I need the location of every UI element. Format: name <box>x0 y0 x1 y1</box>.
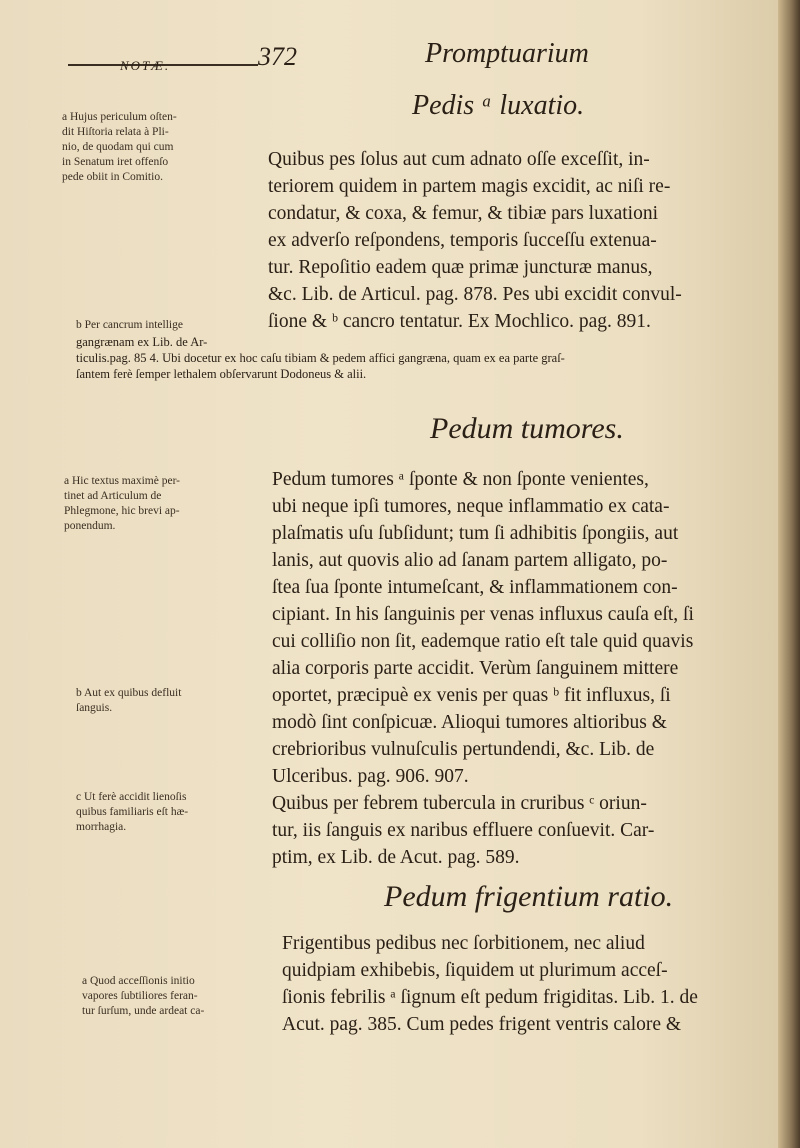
note-line: dit Hiſtoria relata à Pli- <box>62 126 169 138</box>
body-line: Quibus pes ſolus aut cum adnato oſſe exceſſit, in- <box>268 149 650 170</box>
note-line: ponendum. <box>64 520 116 532</box>
note-pedis-b-lead: b Per cancrum intellige <box>76 319 183 331</box>
body-line: quidpiam exhibebis, ſiquidem ut plurimum acceſ- <box>282 960 668 981</box>
body-line: ptim, ex Lib. de Acut. pag. 589. <box>272 847 520 868</box>
body-line: alia corporis parte accidit. Verùm ſanguinem mittere <box>272 658 679 679</box>
note-line: ſanguis. <box>76 702 113 714</box>
running-title: Promptuarium <box>425 38 589 69</box>
body-line: ex adverſo reſpondens, temporis ſucceſſu extenua- <box>268 230 657 251</box>
note-line: pede obiit in Comitio. <box>62 171 163 183</box>
note-line: tur ſurſum, unde ardeat ca- <box>82 1005 205 1017</box>
page-header <box>60 40 780 80</box>
body-line: cui colliſio non ſit, eademque ratio eſt tale quid quavis <box>272 631 694 652</box>
note-frigentium-a <box>82 974 282 1019</box>
page-gutter-shadow <box>778 0 800 1148</box>
body-line: Acut. pag. 385. Cum pedes frigent ventris calore & <box>282 1014 682 1035</box>
body-frigentium <box>282 930 776 1038</box>
body-line: crebrioribus vulnuſculis pertundendi, &c. Lib. de <box>272 739 655 760</box>
note-line: ticulis.pag. 85 4. Ubi docetur ex hoc caſu tibiam & pedem affici gangræna, quam ex ea parte graſ- <box>76 351 565 365</box>
page-number: 372 <box>258 42 297 71</box>
note-line: b Aut ex quibus defluit <box>76 687 182 699</box>
note-tumores-a <box>64 474 274 534</box>
body-line: tur. Repoſitio eadem quæ primæ juncturæ manus, <box>268 257 653 278</box>
note-line: vapores ſubtiliores feran- <box>82 990 198 1002</box>
note-line: a Quod acceſſionis initio <box>82 975 195 987</box>
note-pedis-a <box>62 110 272 185</box>
section-heading-pedis: Pedis ᵃ luxatio. <box>412 90 585 121</box>
note-line: morrhagia. <box>76 821 127 833</box>
body-tumores <box>272 466 772 871</box>
body-line: modò ſint conſpicuæ. Alioqui tumores altioribus & <box>272 712 667 733</box>
note-line: nio, de quodam qui cum <box>62 141 174 153</box>
body-line: ſione & ᵇ cancro tentatur. Ex Mochlico. pag. 891. <box>268 311 651 332</box>
body-line: Ulceribus. pag. 906. 907. <box>272 766 469 787</box>
body-line: Frigentibus pedibus nec ſorbitionem, nec aliud <box>282 933 645 954</box>
note-line: ſantem ferè ſemper lethalem obſervarunt Dodoneus & alii. <box>76 367 367 381</box>
section-heading-frigentium: Pedum frigentium ratio. <box>384 880 674 913</box>
section-heading-tumores: Pedum tumores. <box>430 412 624 445</box>
body-line: condatur, & coxa, & femur, & tibiæ pars luxationi <box>268 203 658 224</box>
body-pedis <box>268 146 768 335</box>
note-line: Phlegmone, hic brevi ap- <box>64 505 180 517</box>
notae-label: NOTÆ. <box>120 58 171 73</box>
body-line: lanis, aut quovis alio ad ſanam partem alligato, po- <box>272 550 668 571</box>
body-line: plaſmatis uſu ſubſidunt; tum ſi adhibitis ſpongiis, aut <box>272 523 679 544</box>
note-line: c Ut ferè accidit lienoſis <box>76 791 187 803</box>
body-line: tur, iis ſanguis ex naribus effluere conſuevit. Car- <box>272 820 655 841</box>
body-line: cipiant. In his ſanguinis per venas influxus cauſa eſt, ſi <box>272 604 694 625</box>
note-tumores-b <box>76 686 276 716</box>
body-line: Quibus per febrem tubercula in cruribus ᶜ oriun- <box>272 793 647 814</box>
body-line: ſtea ſua ſponte intumeſcant, & inflammationem con- <box>272 577 678 598</box>
body-line: Pedum tumores ᵃ ſponte & non ſponte venientes, <box>272 469 649 490</box>
note-line: in Senatum iret offenſo <box>62 156 169 168</box>
body-line: ubi neque ipſi tumores, neque inflammatio ex cata- <box>272 496 670 517</box>
body-line: ſionis febrilis ᵃ ſignum eſt pedum frigiditas. Lib. 1. de <box>282 987 698 1008</box>
note-line: quibus familiaris eſt hæ- <box>76 806 189 818</box>
note-tumores-c <box>76 790 276 835</box>
body-line: &c. Lib. de Articul. pag. 878. Pes ubi excidit convul- <box>268 284 682 305</box>
body-line: oportet, præcipuè ex venis per quas ᵇ fit influxus, ſi <box>272 685 671 706</box>
note-pedis-b <box>76 334 776 382</box>
note-line: a Hujus periculum oſten- <box>62 111 177 123</box>
note-line: gangrænam ex Lib. de Ar- <box>76 335 208 349</box>
note-line: tinet ad Articulum de <box>64 490 162 502</box>
note-line: a Hic textus maximè per- <box>64 475 181 487</box>
body-line: teriorem quidem in partem magis excidit, ac niſi re- <box>268 176 671 197</box>
